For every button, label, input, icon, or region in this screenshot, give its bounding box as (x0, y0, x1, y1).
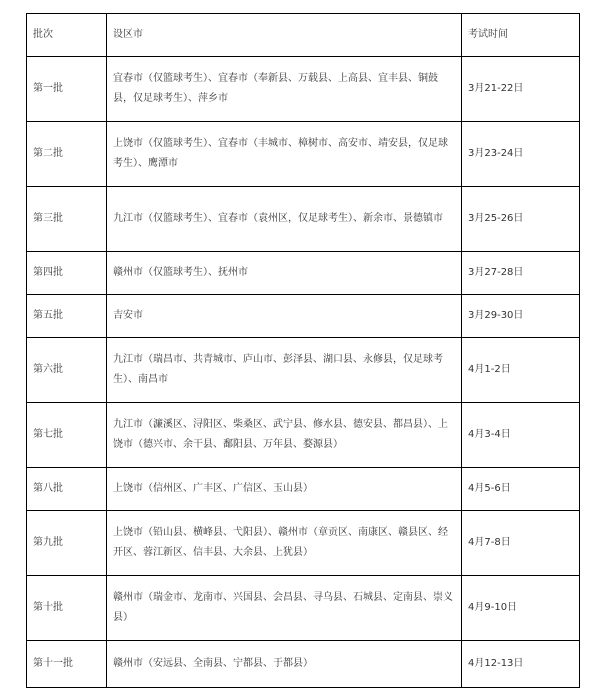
time-cell: 4月5-6日 (462, 468, 580, 511)
header-batch: 批次 (27, 14, 107, 57)
batch-cell: 第七批 (27, 403, 107, 468)
cities-cell: 上饶市（铅山县、横峰县、弋阳县）、赣州市（章贡区、南康区、赣县区、经开区、蓉江新区、信丰县、大余县、上犹县） (107, 511, 462, 576)
table-row (27, 641, 580, 688)
table-row (27, 338, 580, 403)
time-cell: 3月25-26日 (462, 187, 580, 252)
time-cell: 3月27-28日 (462, 252, 580, 295)
table-row (27, 295, 580, 338)
time-cell: 4月12-13日 (462, 641, 580, 688)
time-cell: 3月23-24日 (462, 122, 580, 187)
cities-cell: 上饶市（信州区、广丰区、广信区、玉山县） (107, 468, 462, 511)
time-cell: 4月9-10日 (462, 576, 580, 641)
time-cell: 4月3-4日 (462, 403, 580, 468)
cities-cell: 九江市（濂溪区、浔阳区、柴桑区、武宁县、修水县、德安县、都昌县）、上饶市（德兴市、余干县、鄱阳县、万年县、婺源县） (107, 403, 462, 468)
cities-cell: 赣州市（仅篮球考生）、抚州市 (107, 252, 462, 295)
cities-cell: 上饶市（仅篮球考生）、宜春市（丰城市、樟树市、高安市、靖安县，仅足球考生）、鹰潭市 (107, 122, 462, 187)
cities-cell: 吉安市 (107, 295, 462, 338)
table-row (27, 252, 580, 295)
time-cell: 3月29-30日 (462, 295, 580, 338)
batch-cell: 第四批 (27, 252, 107, 295)
cities-cell: 赣州市（瑞金市、龙南市、兴国县、会昌县、寻乌县、石城县、定南县、崇义县） (107, 576, 462, 641)
batch-cell: 第六批 (27, 338, 107, 403)
time-cell: 3月21-22日 (462, 57, 580, 122)
time-cell: 4月1-2日 (462, 338, 580, 403)
exam-schedule-table (26, 13, 580, 688)
table-row (27, 468, 580, 511)
cities-cell: 九江市（瑞昌市、共青城市、庐山市、彭泽县、湖口县、永修县，仅足球考生）、南昌市 (107, 338, 462, 403)
table-row (27, 576, 580, 641)
table-row (27, 511, 580, 576)
cities-cell: 九江市（仅篮球考生）、宜春市（袁州区，仅足球考生）、新余市、景德镇市 (107, 187, 462, 252)
batch-cell: 第二批 (27, 122, 107, 187)
table-header-row (27, 14, 580, 57)
table-row (27, 122, 580, 187)
batch-cell: 第三批 (27, 187, 107, 252)
cities-cell: 宜春市（仅篮球考生）、宜春市（奉新县、万载县、上高县、宜丰县、铜鼓县，仅足球考生）、萍乡市 (107, 57, 462, 122)
batch-cell: 第一批 (27, 57, 107, 122)
time-cell: 4月7-8日 (462, 511, 580, 576)
batch-cell: 第五批 (27, 295, 107, 338)
batch-cell: 第八批 (27, 468, 107, 511)
batch-cell: 第十一批 (27, 641, 107, 688)
header-time: 考试时间 (462, 14, 580, 57)
table-row (27, 403, 580, 468)
header-cities: 设区市 (107, 14, 462, 57)
batch-cell: 第九批 (27, 511, 107, 576)
table-row (27, 187, 580, 252)
cities-cell: 赣州市（安远县、全南县、宁都县、于都县） (107, 641, 462, 688)
table-row (27, 57, 580, 122)
batch-cell: 第十批 (27, 576, 107, 641)
